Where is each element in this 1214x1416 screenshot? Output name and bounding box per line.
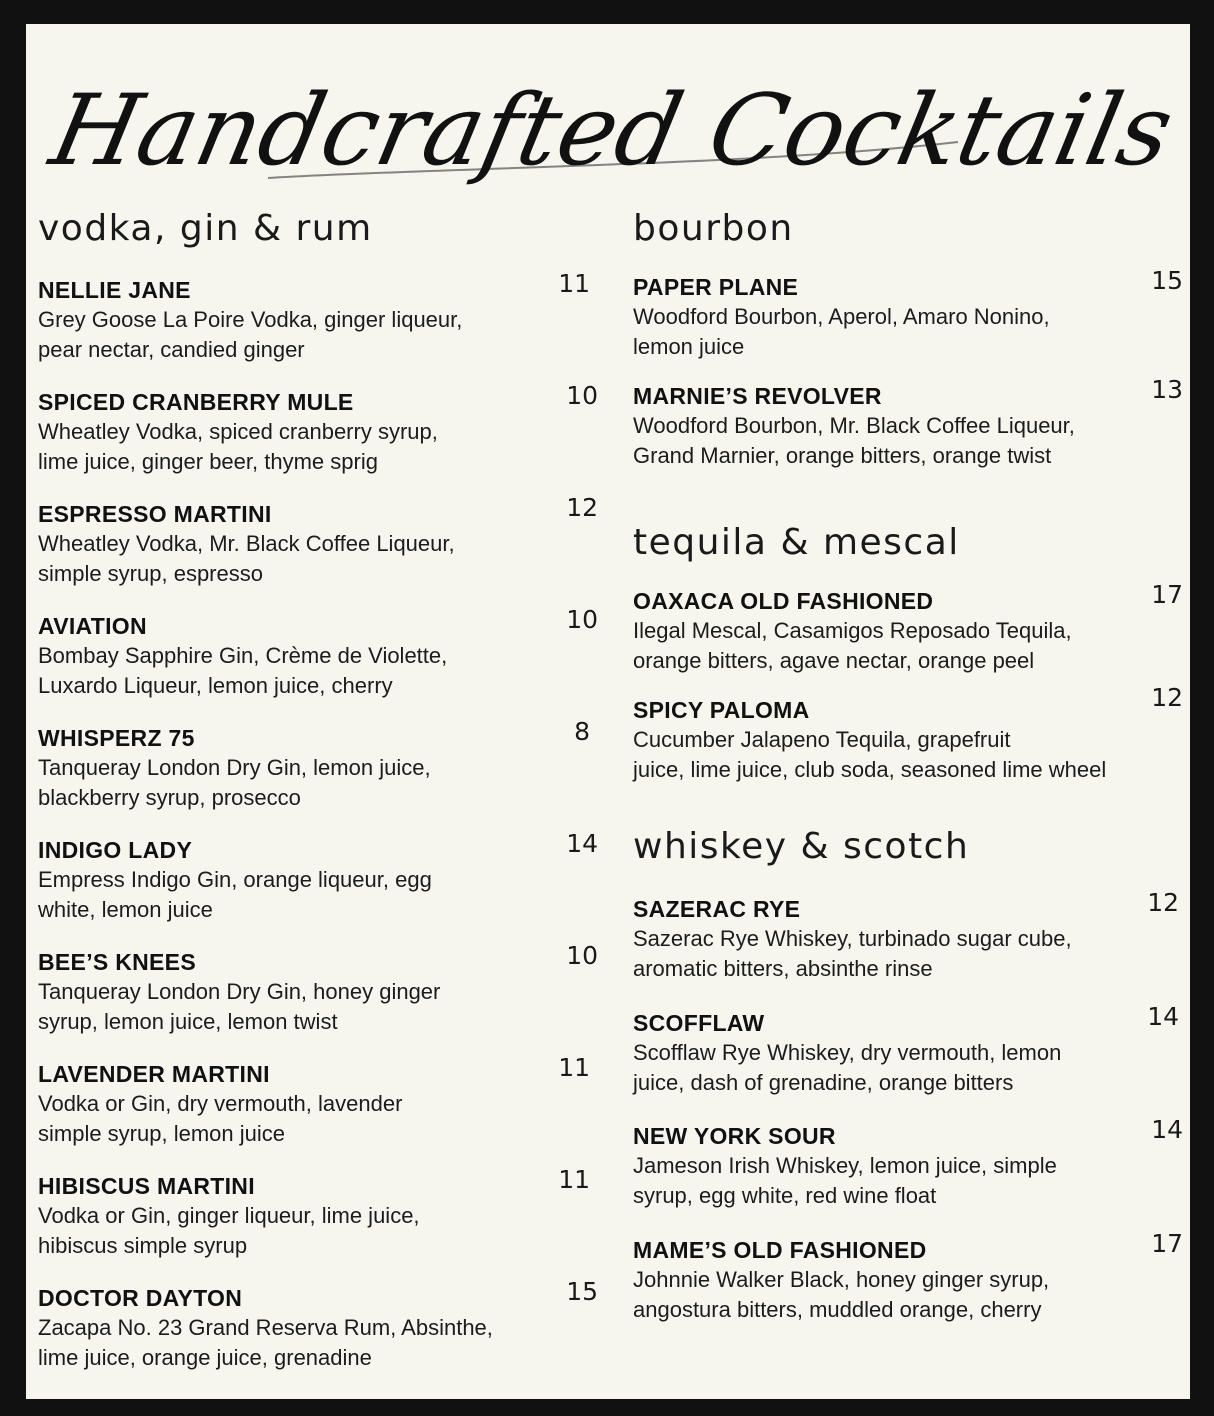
item-price: 10	[566, 381, 598, 410]
title-text: Handcrafted Cocktails	[41, 74, 1183, 188]
item-desc-line1: Vodka or Gin, dry vermouth, lavender	[38, 1091, 403, 1116]
menu-item-spiced-cranberry-mule	[38, 381, 598, 477]
item-desc-line2: white, lemon juice	[38, 897, 213, 922]
item-desc-line2: juice, dash of grenadine, orange bitters	[633, 1070, 1014, 1095]
menu-item-hibiscus-martini	[38, 1165, 598, 1261]
item-price: 11	[558, 1053, 590, 1082]
item-desc-line2: simple syrup, lemon juice	[38, 1121, 285, 1146]
item-price: 11	[558, 1165, 590, 1194]
item-desc-line1: Scofflaw Rye Whiskey, dry vermouth, lemon	[633, 1040, 1062, 1065]
item-name: SPICY PALOMA	[633, 697, 810, 723]
item-desc-line1: Grey Goose La Poire Vodka, ginger liqueur,	[38, 307, 463, 332]
item-price: 13	[1151, 375, 1183, 404]
item-desc-line2: angostura bitters, muddled orange, cherry	[633, 1297, 1042, 1322]
item-desc-line1: Sazerac Rye Whiskey, turbinado sugar cube,	[633, 926, 1072, 951]
section-title-vodka: vodka, gin & rum	[38, 208, 373, 249]
item-name: PAPER PLANE	[633, 274, 799, 300]
menu-item-espresso-martini	[38, 493, 598, 589]
item-name: INDIGO LADY	[38, 837, 193, 863]
item-name: LAVENDER MARTINI	[38, 1061, 270, 1087]
item-price: 12	[1151, 683, 1183, 712]
menu-card	[26, 24, 1190, 1399]
item-price: 14	[1151, 1115, 1183, 1144]
section-title-tequila: tequila & mescal	[633, 522, 960, 563]
item-desc-line2: lime juice, orange juice, grenadine	[38, 1345, 372, 1370]
item-desc-line2: hibiscus simple syrup	[38, 1233, 248, 1258]
section-title-bourbon: bourbon	[633, 208, 794, 249]
item-name: HIBISCUS MARTINI	[38, 1173, 255, 1199]
item-price: 10	[566, 941, 598, 970]
menu-item-bees-knees	[38, 941, 598, 1037]
item-price: 12	[1147, 888, 1179, 917]
item-name: SPICED CRANBERRY MULE	[38, 389, 354, 415]
menu-item-doctor-dayton	[38, 1277, 598, 1373]
item-desc-line1: Zacapa No. 23 Grand Reserva Rum, Absinthe,	[38, 1315, 493, 1340]
item-desc-line2: syrup, egg white, red wine float	[633, 1183, 937, 1208]
item-desc-line1: Tanqueray London Dry Gin, honey ginger	[38, 979, 441, 1004]
item-desc-line1: Johnnie Walker Black, honey ginger syrup,	[633, 1267, 1050, 1292]
item-desc-line1: Cucumber Jalapeno Tequila, grapefruit	[633, 727, 1011, 752]
item-desc-line1: Woodford Bourbon, Mr. Black Coffee Liqueur,	[633, 413, 1075, 438]
item-price: 11	[558, 269, 590, 298]
item-price: 14	[1147, 1002, 1179, 1031]
item-desc-line1: Vodka or Gin, ginger liqueur, lime juice,	[38, 1203, 420, 1228]
item-desc-line2: lemon juice	[633, 334, 745, 359]
menu-item-oaxaca-old-fashioned	[633, 580, 1183, 676]
menu-item-scofflaw	[633, 1002, 1179, 1098]
item-desc-line2: juice, lime juice, club soda, seasoned lime wheel	[633, 757, 1107, 782]
item-price: 17	[1151, 1229, 1183, 1258]
item-price: 17	[1151, 580, 1183, 609]
item-name: ESPRESSO MARTINI	[38, 501, 272, 527]
item-price: 12	[566, 493, 598, 522]
item-name: AVIATION	[38, 613, 147, 639]
section-title-whiskey: whiskey & scotch	[633, 826, 970, 867]
item-name: SCOFFLAW	[633, 1010, 765, 1036]
menu-item-whisperz-75	[38, 717, 598, 813]
item-desc-line1: Ilegal Mescal, Casamigos Reposado Tequila,	[633, 618, 1072, 643]
item-name: WHISPERZ 75	[38, 725, 195, 751]
item-desc-line2: pear nectar, candied ginger	[38, 337, 305, 362]
item-desc-line2: Grand Marnier, orange bitters, orange twist	[633, 443, 1052, 468]
item-name: OAXACA OLD FASHIONED	[633, 588, 934, 614]
menu-item-aviation	[38, 605, 598, 701]
menu-item-spicy-paloma	[633, 683, 1183, 785]
item-desc-line1: Woodford Bourbon, Aperol, Amaro Nonino,	[633, 304, 1050, 329]
item-name: NEW YORK SOUR	[633, 1123, 836, 1149]
item-desc-line1: Tanqueray London Dry Gin, lemon juice,	[38, 755, 431, 780]
item-name: BEE’S KNEES	[38, 949, 196, 975]
menu-item-indigo-lady	[38, 829, 598, 925]
item-desc-line2: simple syrup, espresso	[38, 561, 263, 586]
item-desc-line1: Wheatley Vodka, Mr. Black Coffee Liqueur,	[38, 531, 455, 556]
item-price: 14	[566, 829, 598, 858]
item-price: 15	[1151, 266, 1183, 295]
item-desc-line1: Jameson Irish Whiskey, lemon juice, simple	[633, 1153, 1057, 1178]
item-name: MARNIE’S REVOLVER	[633, 383, 882, 409]
item-price: 15	[566, 1277, 598, 1306]
item-desc-line1: Empress Indigo Gin, orange liqueur, egg	[38, 867, 432, 892]
menu-item-new-york-sour	[633, 1115, 1183, 1211]
menu-item-lavender-martini	[38, 1053, 598, 1149]
item-price: 10	[566, 605, 598, 634]
title-script	[41, 46, 1183, 226]
item-desc-line2: orange bitters, agave nectar, orange peel	[633, 648, 1035, 673]
item-desc-line1: Bombay Sapphire Gin, Crème de Violette,	[38, 643, 448, 668]
menu-item-nellie-jane	[38, 269, 598, 365]
item-name: MAME’S OLD FASHIONED	[633, 1237, 927, 1263]
item-price: 8	[574, 717, 590, 746]
item-name: NELLIE JANE	[38, 277, 191, 303]
item-desc-line2: Luxardo Liqueur, lemon juice, cherry	[38, 673, 393, 698]
menu-item-marnies-revolver	[633, 375, 1183, 471]
item-desc-line2: syrup, lemon juice, lemon twist	[38, 1009, 338, 1034]
item-desc-line2: blackberry syrup, prosecco	[38, 785, 301, 810]
menu-item-mames-old-fashioned	[633, 1229, 1183, 1325]
item-desc-line2: aromatic bitters, absinthe rinse	[633, 956, 933, 981]
item-desc-line1: Wheatley Vodka, spiced cranberry syrup,	[38, 419, 438, 444]
menu-item-sazerac-rye	[633, 888, 1179, 984]
menu-item-paper-plane	[633, 266, 1183, 362]
item-name: SAZERAC RYE	[633, 896, 801, 922]
item-desc-line2: lime juice, ginger beer, thyme sprig	[38, 449, 378, 474]
item-name: DOCTOR DAYTON	[38, 1285, 243, 1311]
menu-title	[26, 46, 1190, 226]
